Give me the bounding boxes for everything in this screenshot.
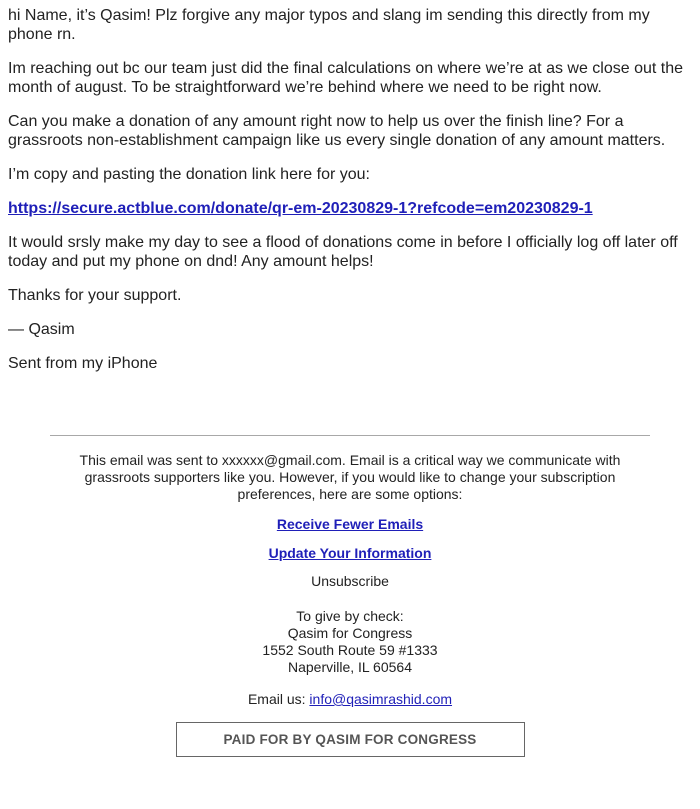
- paid-for-disclaimer: PAID FOR BY QASIM FOR CONGRESS: [176, 722, 525, 757]
- signature: — Qasim: [8, 321, 75, 338]
- check-intro: To give by check:: [296, 608, 404, 624]
- intro-paragraph: Im reaching out bc our team just did the final calculations on where we’re at as we close out the month of august. To be straightforward we’re behind where we need to be right now.: [8, 60, 684, 96]
- footer-notice: This email was sent to xxxxxx@gmail.com. Email is a critical way we communicate with grassroots supporters like you. However, if you would like to change your subscription preferences, here are some options:: [79, 452, 621, 502]
- unsubscribe-link[interactable]: Unsubscribe: [311, 573, 389, 589]
- email-footer: [50, 435, 650, 757]
- check-address-line-2: Naperville, IL 60564: [287, 659, 412, 675]
- check-payee: Qasim for Congress: [287, 625, 413, 641]
- link-intro-paragraph: I’m copy and pasting the donation link here for you:: [8, 166, 370, 183]
- update-information-link[interactable]: Update Your Information: [268, 545, 432, 561]
- greeting-paragraph: hi Name, it’s Qasim! Plz forgive any major typos and slang im sending this directly from my phone rn.: [8, 7, 650, 43]
- closing-paragraph: It would srsly make my day to see a flood of donations come in before I officially log off later off today and put my phone on dnd! Any amount helps!: [8, 234, 678, 270]
- email-us-row: [50, 691, 650, 708]
- email-body: [0, 0, 700, 373]
- sent-from-line: Sent from my iPhone: [8, 355, 158, 372]
- receive-fewer-row: [50, 516, 650, 533]
- donate-link-paragraph: [8, 199, 692, 218]
- email-us-label: Email us:: [247, 691, 306, 707]
- ask-paragraph: Can you make a donation of any amount right now to help us over the finish line? For a grassroots non-establishment campaign like us every single donation of any amount matters.: [8, 113, 666, 149]
- email-us-link[interactable]: info@qasimrashid.com: [309, 691, 453, 707]
- donate-link[interactable]: https://secure.actblue.com/donate/qr-em-20230829-1?refcode=em20230829-1: [8, 200, 593, 217]
- check-address-line-1: 1552 South Route 59 #1333: [262, 642, 438, 658]
- thanks-paragraph: Thanks for your support.: [8, 287, 182, 304]
- receive-fewer-emails-link[interactable]: Receive Fewer Emails: [276, 516, 424, 532]
- update-info-row: [50, 545, 650, 562]
- check-address-block: [50, 608, 650, 676]
